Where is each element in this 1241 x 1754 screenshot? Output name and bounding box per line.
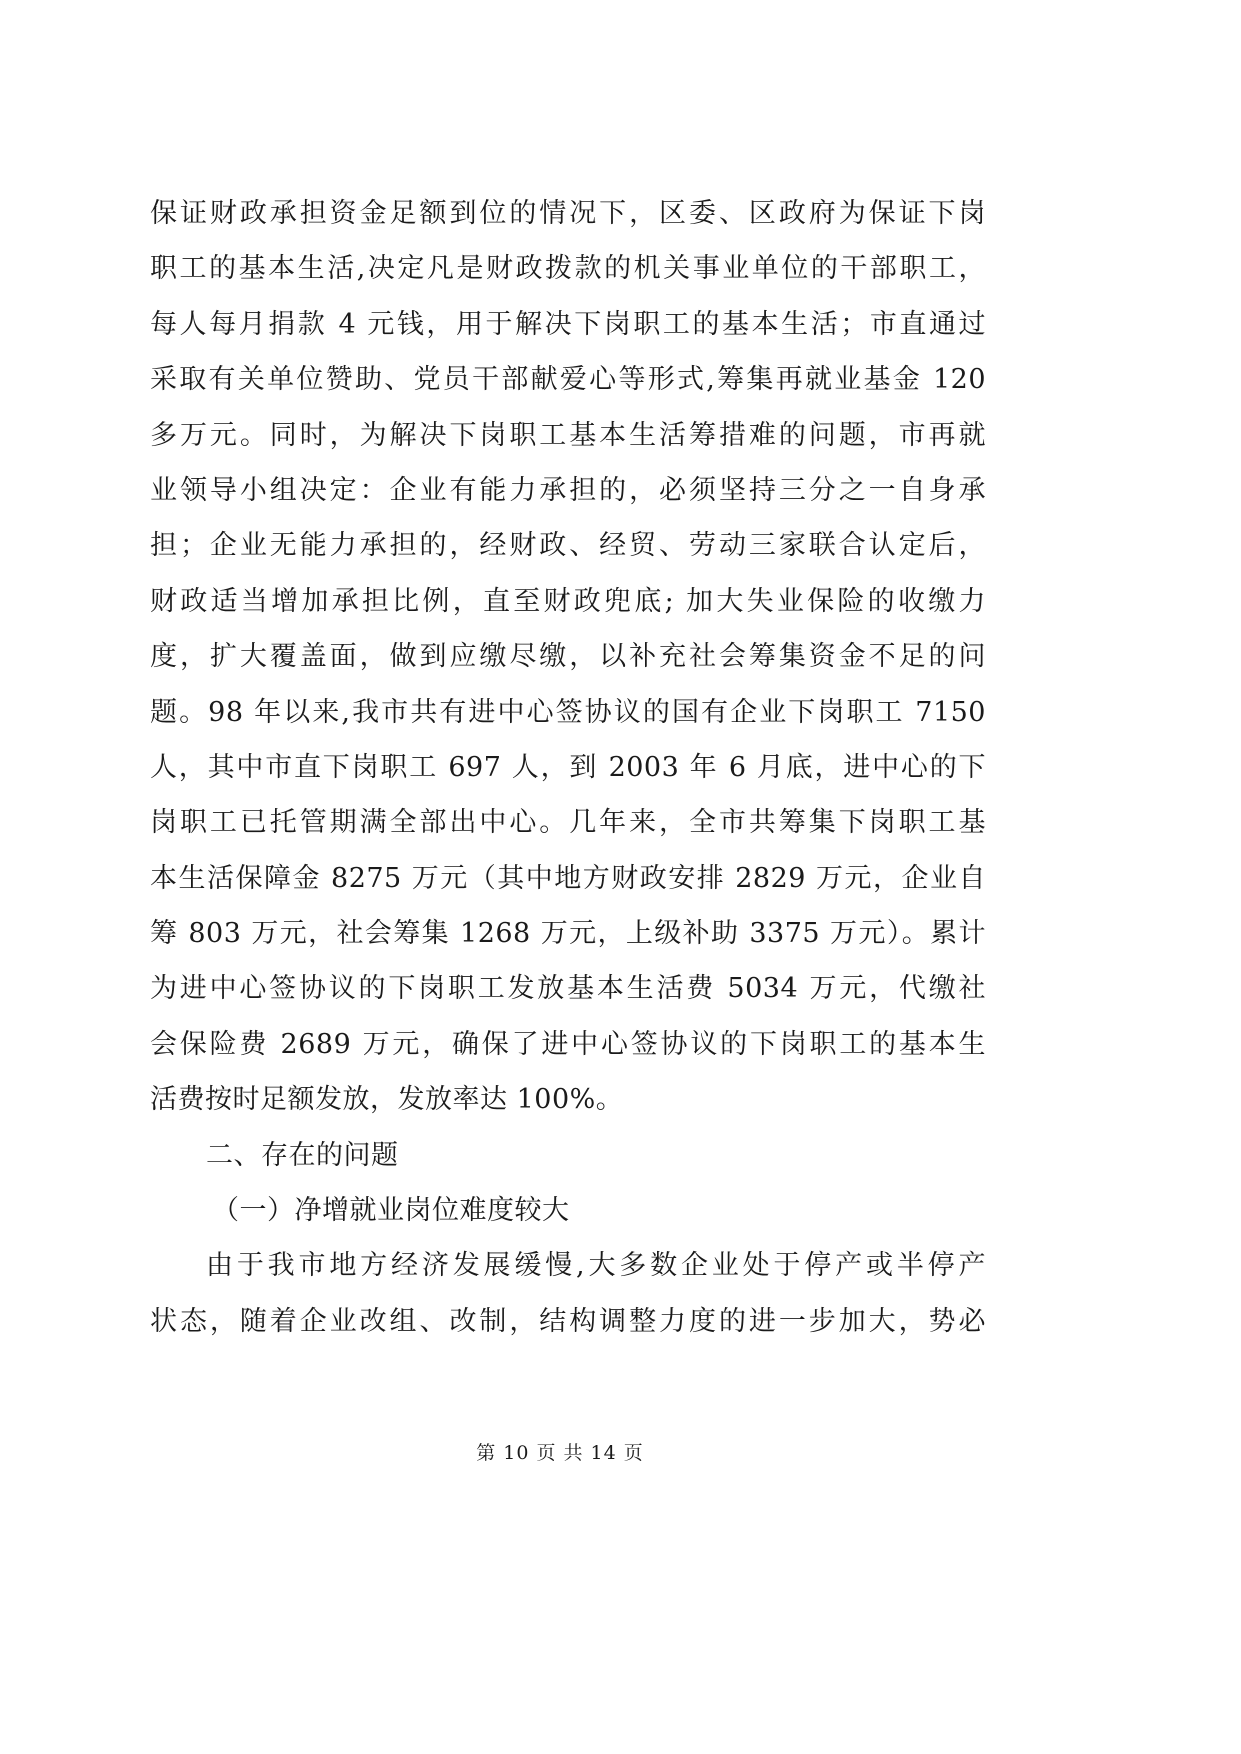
paragraph-1-line: 活费按时足额发放，发放率达 100%。 (150, 1084, 624, 1116)
paragraph-1-line: 人，其中市直下岗职工 697 人，到 2003 年 6 月底，进中心的下 (150, 751, 986, 783)
paragraph-1-line: 为进中心签协议的下岗职工发放基本生活费 5034 万元，代缴社 (150, 973, 986, 1005)
page-number-footer: 第 10 页 共 14 页 (476, 1442, 644, 1464)
paragraph-1-line: 会保险费 2689 万元，确保了进中心签协议的下岗职工的基本生 (150, 1028, 986, 1060)
paragraph-1-line: 担；企业无能力承担的，经财政、经贸、劳动三家联合认定后， (150, 530, 986, 562)
paragraph-1-line: 本生活保障金 8275 万元（其中地方财政安排 2829 万元，企业自 (150, 862, 986, 894)
paragraph-1-line: 度，扩大覆盖面，做到应缴尽缴，以补充社会筹集资金不足的问 (150, 641, 986, 673)
section-heading: 二、存在的问题 (206, 1139, 399, 1171)
paragraph-1-line: 题。98 年以来,我市共有进中心签协议的国有企业下岗职工 7150 (150, 696, 986, 728)
paragraph-2-line: 状态，随着企业改组、改制，结构调整力度的进一步加大，势必 (150, 1305, 986, 1337)
paragraph-1-line: 财政适当增加承担比例，直至财政兜底; 加大失业保险的收缴力 (150, 585, 986, 617)
paragraph-1-line: 岗职工已托管期满全部出中心。几年来，全市共筹集下岗职工基 (150, 807, 986, 839)
paragraph-2-line: 由于我市地方经济发展缓慢,大多数企业处于停产或半停产 (206, 1250, 986, 1282)
paragraph-1-line: 每人每月捐款 4 元钱，用于解决下岗职工的基本生活；市直通过 (150, 308, 986, 340)
document-body (150, 186, 986, 1349)
paragraph-1-line: 保证财政承担资金足额到位的情况下，区委、区政府为保证下岗 (150, 198, 986, 229)
paragraph-1-line: 多万元。同时，为解决下岗职工基本生活筹措难的问题，市再就 (150, 419, 986, 451)
paragraph-1-line: 筹 803 万元，社会筹集 1268 万元，上级补助 3375 万元）。累计 (150, 918, 986, 950)
paragraph-1-line: 业领导小组决定：企业有能力承担的，必须坚持三分之一自身承 (150, 474, 986, 506)
paragraph-1-line: 职工的基本生活,决定凡是财政拨款的机关事业单位的干部职工， (150, 253, 986, 285)
subsection-heading: （一）净增就业岗位难度较大 (212, 1195, 570, 1227)
paragraph-1-line: 采取有关单位赞助、党员干部献爱心等形式,筹集再就业基金 120 (150, 364, 986, 396)
